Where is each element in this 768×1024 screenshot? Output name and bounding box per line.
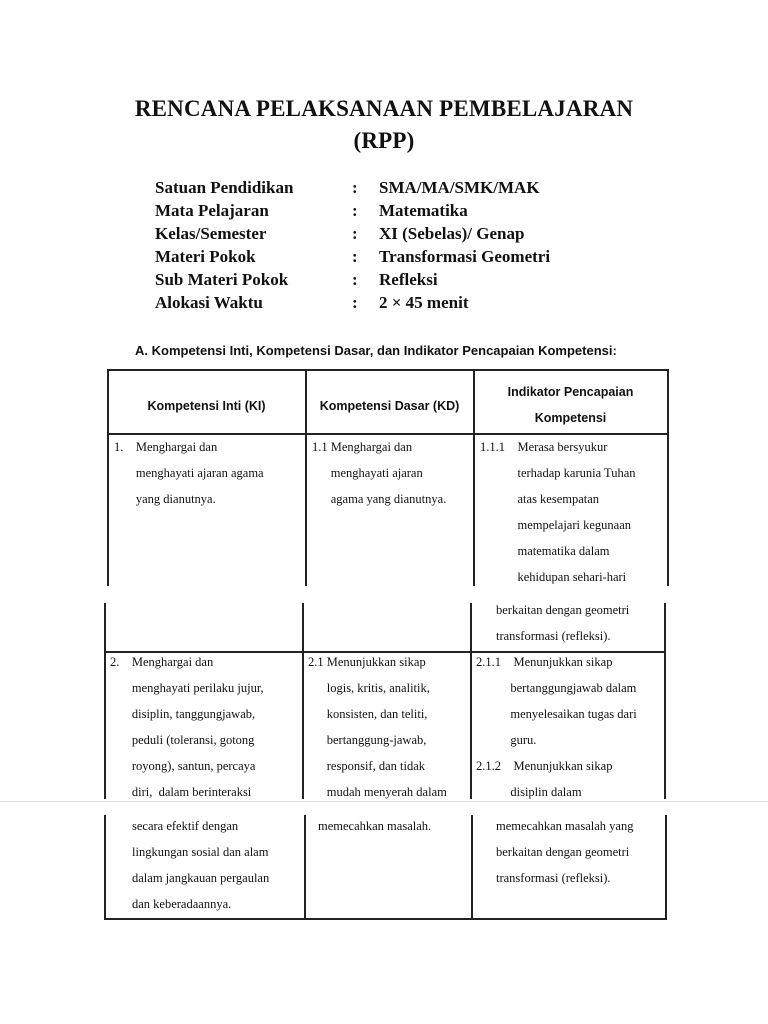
info-separator: : [352, 270, 358, 289]
header-kd: Kompetensi Dasar (KD) [319, 399, 460, 413]
table-border [107, 369, 668, 371]
row1-ipk-cell-continued: berkaitan dengan geometri transformasi (refleksi). [496, 603, 630, 643]
info-value: Refleksi [379, 270, 438, 289]
header-ki: Kompetensi Inti (KI) [147, 399, 266, 413]
row1-ipk-cell: 1.1.1 Merasa bersyukur terhadap karunia Tuhan atas kesempatan mempelajari kegunaan matematika dalam kehidupan sehari-hari [480, 440, 636, 584]
page-break [0, 801, 768, 802]
table-border [470, 603, 472, 799]
info-separator: : [352, 224, 358, 243]
table-border [104, 918, 667, 920]
header-ipk-line2: Kompetensi [534, 411, 607, 425]
row2-kd-cell: 2.1 Menunjukkan sikap logis, kritis, analitik, konsisten, dan teliti, bertanggung-jawab, responsif, dan tidak mudah menyerah dalam [308, 655, 447, 799]
info-label: Materi Pokok [155, 247, 256, 266]
table-border [104, 815, 106, 919]
row2-ipk-cell-continued: memecahkan masalah yang berkaitan dengan geometri transformasi (refleksi). [496, 819, 634, 885]
row2-ki-cell-continued: secara efektif dengan lingkungan sosial dan alam dalam jangkauan pergaulan dan keberadaannya. [132, 819, 270, 911]
table-border [104, 603, 106, 799]
info-row-submateri [155, 268, 635, 291]
info-row-satuan [155, 176, 635, 199]
row2-ki-cell: 2. Menghargai dan menghayati perilaku jujur, disiplin, tanggungjawab, peduli (toleransi, gotong royong), santun, percaya diri, dalam berinteraksi [110, 655, 264, 799]
header-ipk-line1: Indikator Pencapaian [507, 385, 634, 399]
info-label: Satuan Pendidikan [155, 178, 294, 197]
info-row-kelas [155, 222, 635, 245]
section-a-heading: A. Kompetensi Inti, Kompetensi Dasar, dan Indikator Pencapaian Kompetensi: [135, 343, 617, 358]
info-value: 2 × 45 menit [379, 293, 469, 312]
info-separator: : [352, 247, 358, 266]
info-label: Mata Pelajaran [155, 201, 269, 220]
info-separator: : [352, 293, 358, 312]
document-subtitle: (RPP) [353, 128, 415, 153]
table-border [304, 815, 306, 919]
row2-kd-cell-continued: memecahkan masalah. [318, 819, 432, 833]
table-border [665, 815, 667, 919]
row2-ipk-cell: 2.1.1 Menunjukkan sikap bertanggungjawab dalam menyelesaikan tugas dari guru. 2.1.2 Menunjukkan sikap disiplin dalam [476, 655, 637, 799]
info-row-materi [155, 245, 635, 268]
info-label: Alokasi Waktu [155, 293, 263, 312]
table-border [664, 603, 666, 799]
info-block [155, 176, 635, 314]
row1-kd-cell: 1.1 Menghargai dan menghayati ajaran agama yang dianutnya. [312, 440, 447, 506]
document-title: RENCANA PELAKSANAAN PEMBELAJARAN [134, 96, 634, 121]
table-border [473, 369, 475, 586]
row1-ki-cell: 1. Menghargai dan menghayati ajaran agama yang dianutnya. [114, 440, 264, 506]
info-separator: : [352, 178, 358, 197]
table-border [471, 815, 473, 919]
info-row-mapel [155, 199, 635, 222]
info-separator: : [352, 201, 358, 220]
table-border [302, 603, 304, 799]
table-border [667, 369, 669, 586]
info-row-alokasi [155, 291, 635, 314]
info-value: XI (Sebelas)/ Genap [379, 224, 525, 243]
info-value: SMA/MA/SMK/MAK [379, 178, 540, 197]
info-value: Transformasi Geometri [379, 247, 551, 266]
info-value: Matematika [379, 201, 468, 220]
info-label: Sub Materi Pokok [155, 270, 289, 289]
info-label: Kelas/Semester [155, 224, 267, 243]
